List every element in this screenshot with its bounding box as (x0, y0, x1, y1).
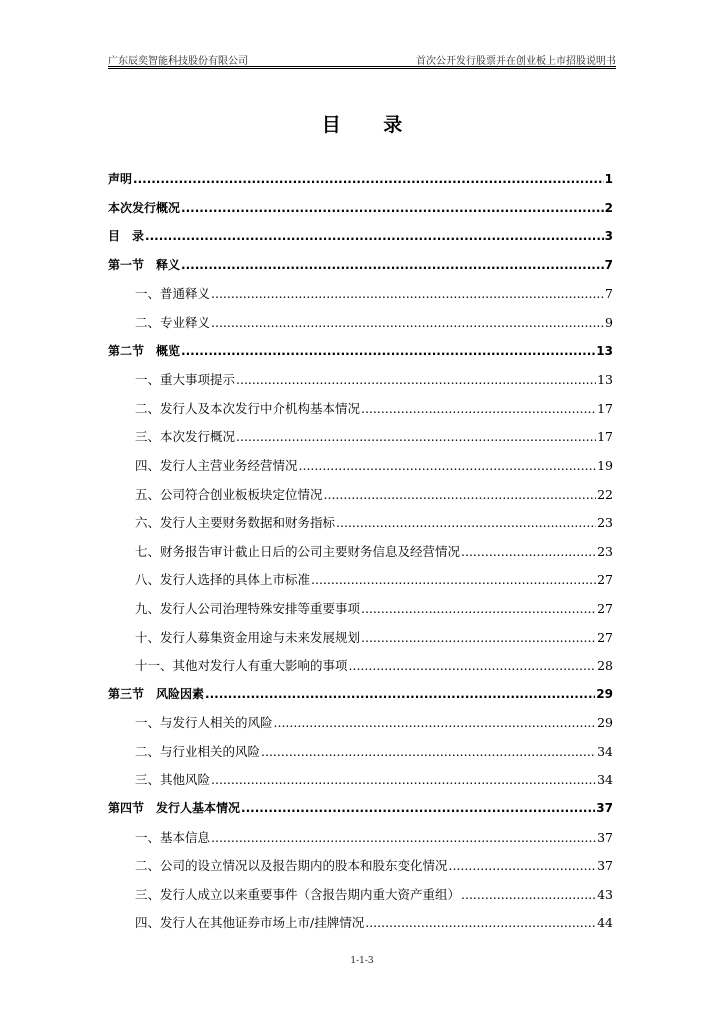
toc-leader-dots (365, 915, 596, 930)
toc-entry[interactable] (108, 513, 613, 542)
toc-entry[interactable] (108, 570, 613, 599)
toc-entry-page: 23 (597, 515, 613, 531)
toc-entry-label: 第四节 发行人基本情况 (108, 801, 241, 816)
toc-leader-dots (361, 401, 596, 416)
table-of-contents (108, 170, 613, 942)
header-rule-thin (108, 68, 616, 69)
toc-entry-page: 17 (597, 429, 613, 445)
toc-entry-page: 43 (597, 886, 613, 902)
toc-entry[interactable] (108, 913, 613, 942)
toc-entry-page: 34 (597, 772, 613, 788)
toc-leader-dots (336, 515, 596, 530)
toc-entry[interactable] (108, 456, 613, 485)
toc-entry-page: 1 (604, 172, 613, 186)
toc-entry-label: 七、财务报告审计截止日后的公司主要财务信息及经营情况 (135, 543, 461, 559)
toc-entry-page: 28 (597, 658, 613, 674)
toc-entry[interactable] (108, 885, 613, 914)
toc-leader-dots (461, 887, 596, 902)
toc-entry-label: 六、发行人主要财务数据和财务指标 (135, 515, 336, 531)
toc-leader-dots (181, 258, 604, 272)
toc-leader-dots (181, 344, 595, 358)
toc-leader-dots (236, 429, 596, 444)
toc-entry-page: 19 (597, 457, 613, 473)
toc-leader-dots (236, 372, 596, 387)
toc-entry[interactable] (108, 342, 613, 371)
toc-entry-label: 三、发行人成立以来重要事件（含报告期内重大资产重组） (135, 886, 461, 902)
toc-entry[interactable] (108, 685, 613, 714)
toc-entry-label: 目 录 (108, 229, 145, 244)
toc-entry[interactable] (108, 370, 613, 399)
toc-entry[interactable] (108, 256, 613, 285)
toc-entry-page: 3 (604, 229, 613, 244)
toc-entry[interactable] (108, 485, 613, 514)
toc-entry-label: 第一节 释义 (108, 257, 181, 272)
toc-entry-page: 34 (597, 743, 613, 759)
toc-entry-page: 37 (597, 829, 613, 845)
toc-leader-dots (261, 744, 596, 759)
header-company-name: 广东辰奕智能科技股份有限公司 (108, 56, 248, 67)
toc-entry-label: 八、发行人选择的具体上市标准 (135, 572, 311, 588)
toc-leader-dots (211, 830, 596, 845)
toc-entry[interactable] (108, 170, 613, 199)
toc-entry[interactable] (108, 199, 613, 228)
toc-entry-page: 9 (605, 314, 613, 330)
toc-leader-dots (211, 772, 596, 787)
header-document-title: 首次公开发行股票并在创业板上市招股说明书 (416, 56, 616, 67)
page-header (108, 50, 616, 66)
toc-entry-page: 23 (597, 543, 613, 559)
toc-entry-label: 三、其他风险 (135, 772, 211, 788)
toc-entry-label: 一、重大事项提示 (135, 372, 236, 388)
toc-leader-dots (145, 229, 604, 243)
toc-entry-page: 7 (604, 257, 613, 272)
toc-leader-dots (211, 315, 604, 330)
toc-entry-page: 29 (596, 686, 613, 701)
toc-entry-label: 五、公司符合创业板板块定位情况 (135, 486, 323, 502)
toc-entry-page: 7 (605, 286, 613, 302)
toc-entry-label: 一、与发行人相关的风险 (135, 715, 273, 731)
toc-entry-label: 第二节 概览 (108, 343, 181, 358)
toc-entry[interactable] (108, 742, 613, 771)
toc-entry-label: 二、与行业相关的风险 (135, 743, 261, 759)
toc-leader-dots (449, 858, 597, 873)
toc-entry-page: 27 (597, 600, 613, 616)
toc-entry-page: 37 (597, 858, 613, 874)
toc-entry-label: 十一、其他对发行人有重大影响的事项 (135, 658, 348, 674)
toc-entry-label: 三、本次发行概况 (135, 429, 236, 445)
toc-entry-page: 27 (597, 572, 613, 588)
toc-entry[interactable] (108, 713, 613, 742)
toc-entry-label: 一、普通释义 (135, 286, 211, 302)
toc-leader-dots (205, 687, 595, 701)
toc-leader-dots (361, 630, 596, 645)
toc-entry-page: 17 (597, 400, 613, 416)
toc-leader-dots (133, 172, 604, 186)
toc-entry-label: 四、发行人在其他证券市场上市/挂牌情况 (135, 915, 365, 931)
toc-entry[interactable] (108, 770, 613, 799)
toc-entry[interactable] (108, 399, 613, 428)
page-title: 目 录 (321, 114, 421, 136)
toc-entry-page: 44 (597, 915, 613, 931)
toc-entry[interactable] (108, 828, 613, 857)
toc-entry-label: 十、发行人募集资金用途与未来发展规划 (135, 629, 361, 645)
toc-entry-label: 一、基本信息 (135, 829, 211, 845)
toc-leader-dots (361, 601, 596, 616)
toc-entry[interactable] (108, 856, 613, 885)
toc-entry-label: 二、公司的设立情况以及报告期内的股本和股东变化情况 (135, 858, 448, 874)
toc-leader-dots (324, 487, 597, 502)
toc-leader-dots (274, 715, 597, 730)
toc-entry[interactable] (108, 542, 613, 571)
toc-entry[interactable] (108, 656, 613, 685)
toc-leader-dots (211, 286, 604, 301)
toc-entry[interactable] (108, 284, 613, 313)
toc-entry-page: 27 (597, 629, 613, 645)
toc-entry-page: 29 (597, 715, 613, 731)
toc-leader-dots (311, 572, 596, 587)
toc-entry-page: 2 (604, 200, 613, 215)
toc-leader-dots (349, 658, 597, 673)
toc-entry-label: 二、专业释义 (135, 314, 211, 330)
toc-entry-label: 九、发行人公司治理特殊安排等重要事项 (135, 600, 361, 616)
toc-entry[interactable] (108, 628, 613, 657)
page-number: 1-1-3 (350, 956, 374, 966)
toc-entry[interactable] (108, 599, 613, 628)
header-rule (108, 66, 616, 67)
toc-entry[interactable] (108, 427, 613, 456)
toc-entry[interactable] (108, 313, 613, 342)
toc-entry-page: 13 (597, 372, 613, 388)
toc-leader-dots (181, 201, 604, 215)
toc-entry-label: 本次发行概况 (108, 200, 181, 215)
toc-entry[interactable] (108, 227, 613, 256)
toc-entry-page: 22 (597, 486, 613, 502)
toc-entry[interactable] (108, 799, 613, 828)
toc-leader-dots (299, 458, 597, 473)
toc-entry-page: 13 (596, 343, 613, 358)
toc-entry-label: 二、发行人及本次发行中介机构基本情况 (135, 400, 361, 416)
toc-entry-page: 37 (596, 801, 613, 816)
toc-entry-label: 四、发行人主营业务经营情况 (135, 457, 298, 473)
toc-leader-dots (241, 801, 595, 815)
toc-leader-dots (461, 544, 596, 559)
toc-entry-label: 第三节 风险因素 (108, 686, 205, 701)
toc-entry-label: 声明 (108, 172, 133, 186)
